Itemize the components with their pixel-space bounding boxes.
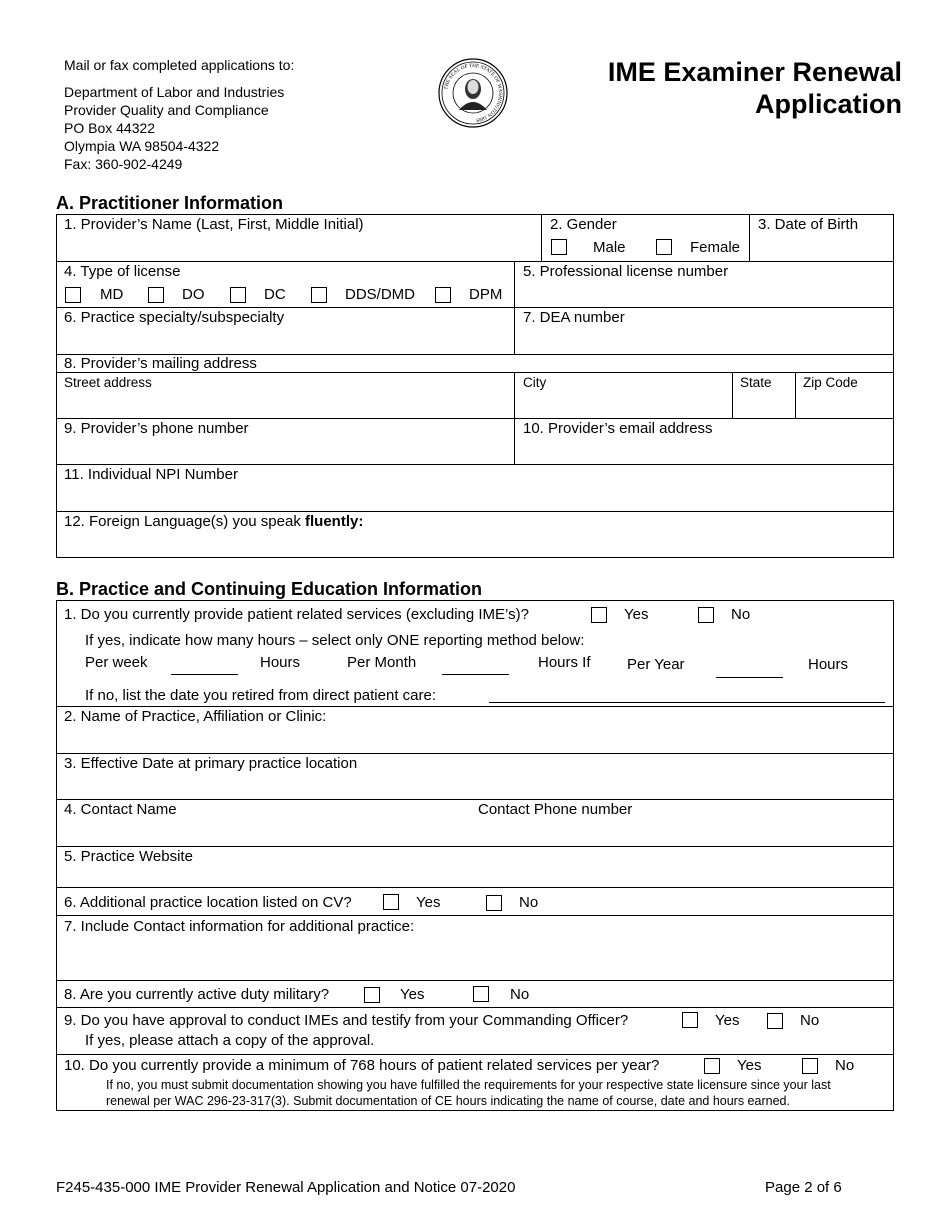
gender-female-checkbox[interactable] (656, 239, 672, 255)
address-line: Provider Quality and Compliance (64, 102, 269, 118)
license-do-label: DO (182, 286, 205, 303)
form-id: F245-435-000 IME Provider Renewal Application and Notice 07-2020 (56, 1179, 516, 1196)
q8-no-checkbox[interactable] (473, 986, 489, 1002)
provider-name-label: 1. Provider’s Name (Last, First, Middle Initial) (64, 216, 364, 233)
phone-label: 9. Provider’s phone number (64, 420, 249, 437)
q10-no-checkbox[interactable] (802, 1058, 818, 1074)
q1-label: 1. Do you currently provide patient related services (excluding IME’s)? (64, 606, 529, 623)
foreign-language-text: 12. Foreign Language(s) you speak (64, 513, 305, 530)
license-dpm-label: DPM (469, 286, 503, 303)
hours-if-label: Hours If (538, 654, 591, 671)
q7-label: 7. Include Contact information for additional practice: (64, 918, 415, 935)
q6-no-label: No (519, 894, 539, 911)
license-dc-label: DC (264, 286, 286, 303)
per-month-hours-field[interactable] (442, 674, 509, 675)
q4-contact-phone-label: Contact Phone number (478, 801, 633, 818)
per-month-label: Per Month (347, 654, 417, 671)
q1-if-yes-text: If yes, indicate how many hours – select only ONE reporting method below: (85, 632, 585, 649)
address-line: Department of Labor and Industries (64, 84, 285, 100)
email-label: 10. Provider’s email address (523, 420, 713, 437)
mailing-address-label: 8. Provider’s mailing address (64, 355, 257, 372)
q6-no-checkbox[interactable] (486, 895, 502, 911)
gender-female-label: Female (690, 239, 741, 256)
q3-label: 3. Effective Date at primary practice location (64, 755, 358, 772)
npi-number-label: 11. Individual NPI Number (64, 466, 238, 483)
q10-note-line: If no, you must submit documentation showing you have fulfilled the requirements for your respective state licensure since your last (106, 1078, 831, 1092)
license-dc-checkbox[interactable] (230, 287, 246, 303)
q9-no-label: No (800, 1012, 820, 1029)
license-dpm-checkbox[interactable] (435, 287, 451, 303)
page-number: Page 2 of 6 (765, 1179, 842, 1196)
per-year-label: Per Year (627, 656, 685, 673)
date-of-birth-label: 3. Date of Birth (758, 216, 859, 233)
zip-code-label: Zip Code (803, 375, 858, 390)
q6-yes-label: Yes (416, 894, 441, 911)
gender-male-checkbox[interactable] (551, 239, 567, 255)
q9-no-checkbox[interactable] (767, 1013, 783, 1029)
q1-if-no-text: If no, list the date you retired from direct patient care: (85, 687, 437, 704)
q4-contact-name-label: 4. Contact Name (64, 801, 177, 818)
per-week-label: Per week (85, 654, 148, 671)
gender-male-label: Male (593, 239, 626, 256)
specialty-label: 6. Practice specialty/subspecialty (64, 309, 285, 326)
gender-label: 2. Gender (550, 216, 617, 233)
license-do-checkbox[interactable] (148, 287, 164, 303)
q10-label: 10. Do you currently provide a minimum of 768 hours of patient related services per year? (64, 1057, 660, 1074)
seal-text: THE SEAL OF THE STATE OF WASHINGTON 1889 (443, 62, 504, 123)
street-address-label: Street address (64, 375, 152, 390)
license-md-label: MD (100, 286, 124, 303)
q9-yes-checkbox[interactable] (682, 1012, 698, 1028)
q9-note: If yes, please attach a copy of the approval. (85, 1032, 375, 1049)
license-type-label: 4. Type of license (64, 263, 181, 280)
state-label: State (740, 375, 772, 390)
q10-no-label: No (835, 1057, 855, 1074)
mailing-address (64, 83, 284, 173)
q6-yes-checkbox[interactable] (383, 894, 399, 910)
address-line: PO Box 44322 (64, 120, 156, 136)
q9-yes-label: Yes (715, 1012, 740, 1029)
q10-note (106, 1077, 831, 1109)
q10-note-line: renewal per WAC 296-23-317(3). Submit documentation of CE hours indicating the name of course, date and hours earned. (106, 1094, 790, 1108)
title-line: Application (755, 89, 902, 119)
page-title (608, 56, 902, 120)
q6-label: 6. Additional practice location listed on CV? (64, 894, 352, 911)
per-year-hours-field[interactable] (716, 677, 783, 678)
retired-date-field[interactable] (489, 702, 885, 703)
q1-no-label: No (731, 606, 751, 623)
license-dds-dmd-label: DDS/DMD (345, 286, 415, 303)
hours-label: Hours (260, 654, 301, 671)
license-dds-dmd-checkbox[interactable] (311, 287, 327, 303)
washington-state-seal-icon (438, 58, 508, 128)
foreign-language-label (64, 513, 363, 530)
license-md-checkbox[interactable] (65, 287, 81, 303)
hours-label: Hours (808, 656, 849, 673)
q10-yes-checkbox[interactable] (704, 1058, 720, 1074)
license-number-label: 5. Professional license number (523, 263, 729, 280)
section-b-heading: B. Practice and Continuing Education Information (56, 579, 483, 599)
q1-yes-label: Yes (624, 606, 649, 623)
q9-label: 9. Do you have approval to conduct IMEs and testify from your Commanding Officer? (64, 1012, 629, 1029)
section-a-heading: A. Practitioner Information (56, 193, 284, 213)
q5-label: 5. Practice Website (64, 848, 193, 865)
title-line: IME Examiner Renewal (607, 57, 902, 87)
dea-number-label: 7. DEA number (523, 309, 625, 326)
q8-yes-checkbox[interactable] (364, 987, 380, 1003)
per-week-hours-field[interactable] (171, 674, 238, 675)
q8-yes-label: Yes (400, 986, 425, 1003)
address-line: Olympia WA 98504-4322 (64, 138, 220, 154)
city-label: City (523, 375, 547, 390)
q1-yes-checkbox[interactable] (591, 607, 607, 623)
fluently-emphasis: fluently: (305, 513, 364, 530)
q1-no-checkbox[interactable] (698, 607, 714, 623)
q8-no-label: No (510, 986, 530, 1003)
q2-label: 2. Name of Practice, Affiliation or Clinic: (64, 708, 327, 725)
q8-label: 8. Are you currently active duty military? (64, 986, 330, 1003)
mail-instructions: Mail or fax completed applications to: (64, 57, 295, 73)
address-line: Fax: 360-902-4249 (64, 156, 183, 172)
q10-yes-label: Yes (737, 1057, 762, 1074)
